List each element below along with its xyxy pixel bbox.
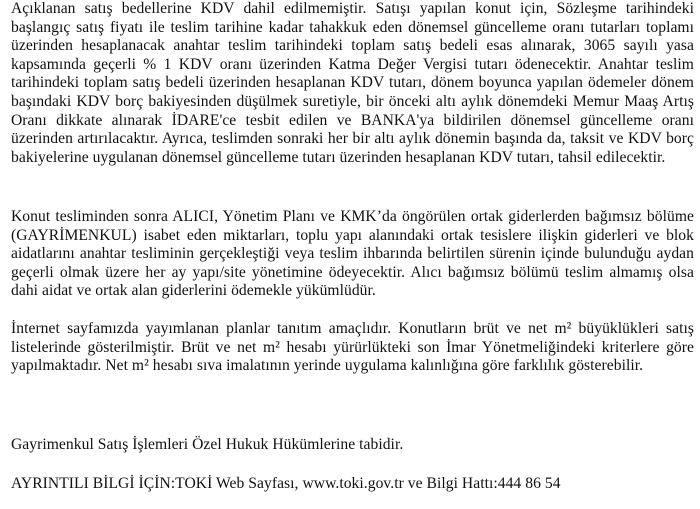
paragraph-plans-area: İnternet sayfamızda yayımlanan planlar tanıtım amaçlıdır. Konutların brüt ve net m² büyüklükleri satış listelerinde gösterilmiştir. Brüt ve net m² hesabı yürürlükteki son İmar Yönetmeliğindeki kriterlere göre yapılmaktadır. Net m² hesabı sıva imalatının yerinde uygulama kalınlığına göre farklılık gösterebilir. [11,320,694,375]
paragraph-legal-notice: Gayrimenkul Satış İşlemleri Özel Hukuk Hükümlerine tabidir. [11,436,404,453]
paragraph-common-expenses: Konut tesliminden sonra ALICI, Yönetim Planı ve KMK’da öngörülen ortak giderlerden bağımsız bölüme (GAYRİMENKUL) isabet eden miktarları, toplu yapı alanındaki ortak tesislere ilişkin giderleri ve blok aidatlarını anahtar tesliminin gerçekleştiği veya teslim ihbarında belirtilen sürenin içinde bulunduğu aydan geçerli olmak üzere her ay yapı/site yönetimine ödeyecektir. Alıcı bağımsız bölümü teslim almamış olsa dahi aidat ve ortak alan giderlerini ödemekle yükümlüdür. [11,208,694,300]
paragraph-contact-info: AYRINTILI BİLGİ İÇİN:TOKİ Web Sayfası, www.toki.gov.tr ve Bilgi Hattı:444 86 54 [11,475,561,492]
paragraph-kdv-terms: Açıklanan satış bedellerine KDV dahil edilmemiştir. Satışı yapılan konut için, Sözleşme tarihindeki başlangıç satış fiyatı ile teslim tarihine kadar tahakkuk eden dönemsel güncelleme oranı tutarları toplamı üzerinden hesaplanacak anahtar teslim tarihindeki toplam satış bedeli esas alınarak, 3065 sayılı yasa kapsamında geçerli % 1 KDV oranı üzerinden Katma Değer Vergisi tutarı ödenecektir. Anahtar teslim tarihindeki toplam satış bedeli üzerinden hesaplanan KDV tutarı, dönem boyunca yapılan ödemeler dönem başındaki KDV borç bakiyesinden düşülmek suretiyle, bir önceki altı aylık dönemdeki Memur Maaş Artış Oranı dikkate alınarak İDARE'ce tesbit edilen ve BANKA'ya bildirilen dönemsel güncelleme oranı üzerinden artırılacaktır. Ayrıca, teslimden sonraki her bir altı aylık dönemin başında da, taksit ve KDV borç bakiyelerine uygulanan dönemsel güncelleme tutarı üzerinden hesaplanan KDV tutarı, tahsil edilecektir. [11,0,694,166]
